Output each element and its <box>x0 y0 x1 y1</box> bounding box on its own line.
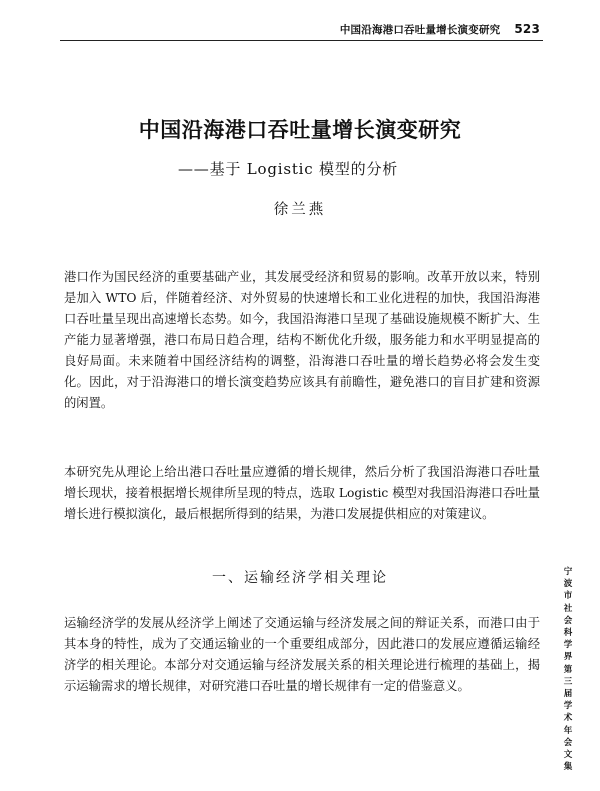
body-paragraph-1: 港口作为国民经济的重要基础产业，其发展受经济和贸易的影响。改革开放以来，特别是加入 WTO 后，伴随着经济、对外贸易的快速增长和工业化进程的加快，我国沿海港口吞吐量呈现出高速增长态势。如今，我国沿海港口呈现了基础设施规模不断扩大、生产能力显著增强，港口布局日趋合理，结构不断优化升级，服务能力和水平明显提高的良好局面。未来随着中国经济结构的调整，沿海港口吞吐量的增长趋势必将会发生变化。因此，对于沿海港口的增长演变趋势应该具有前瞻性，避免港口的盲目扩建和资源的闲置。 <box>64 270 540 410</box>
vertical-side-note: 宁波市社会科学界第三届学术年会文集 <box>563 567 573 773</box>
section-heading: 一、运输经济学相关理论 <box>212 570 388 586</box>
article-title: 中国沿海港口吞吐量增长演变研究 <box>138 117 462 142</box>
running-head-title: 中国沿海港口吞吐量增长演变研究 <box>339 24 501 36</box>
article-subtitle: ——基于 Logistic 模型的分析 <box>178 160 399 178</box>
body-paragraph-3: 运输经济学的发展从经济学上阐述了交通运输与经济发展之间的辩证关系，而港口由于其本身的特性，成为了交通运输业的一个重要组成部分，因此港口的发展应遵循运输经济学的相关理论。本部分对交通运输与经济发展关系的相关理论进行梳理的基础上，揭示运输需求的增长规律，对研究港口吞吐量的增长规律有一定的借鉴意义。 <box>64 616 540 693</box>
page-number: 523 <box>514 22 540 36</box>
body-paragraph-2: 本研究先从理论上给出港口吞吐量应遵循的增长规律，然后分析了我国沿海港口吞吐量增长现状，接着根据增长规律所呈现的特点，选取 Logistic 模型对我国沿海港口吞吐量增长进行模拟演化，最后根据所得到的结果，为港口发展提供相应的对策建议。 <box>64 465 540 521</box>
article-author: 徐兰燕 <box>273 202 327 218</box>
running-head <box>340 22 540 37</box>
header-rule <box>60 40 543 41</box>
